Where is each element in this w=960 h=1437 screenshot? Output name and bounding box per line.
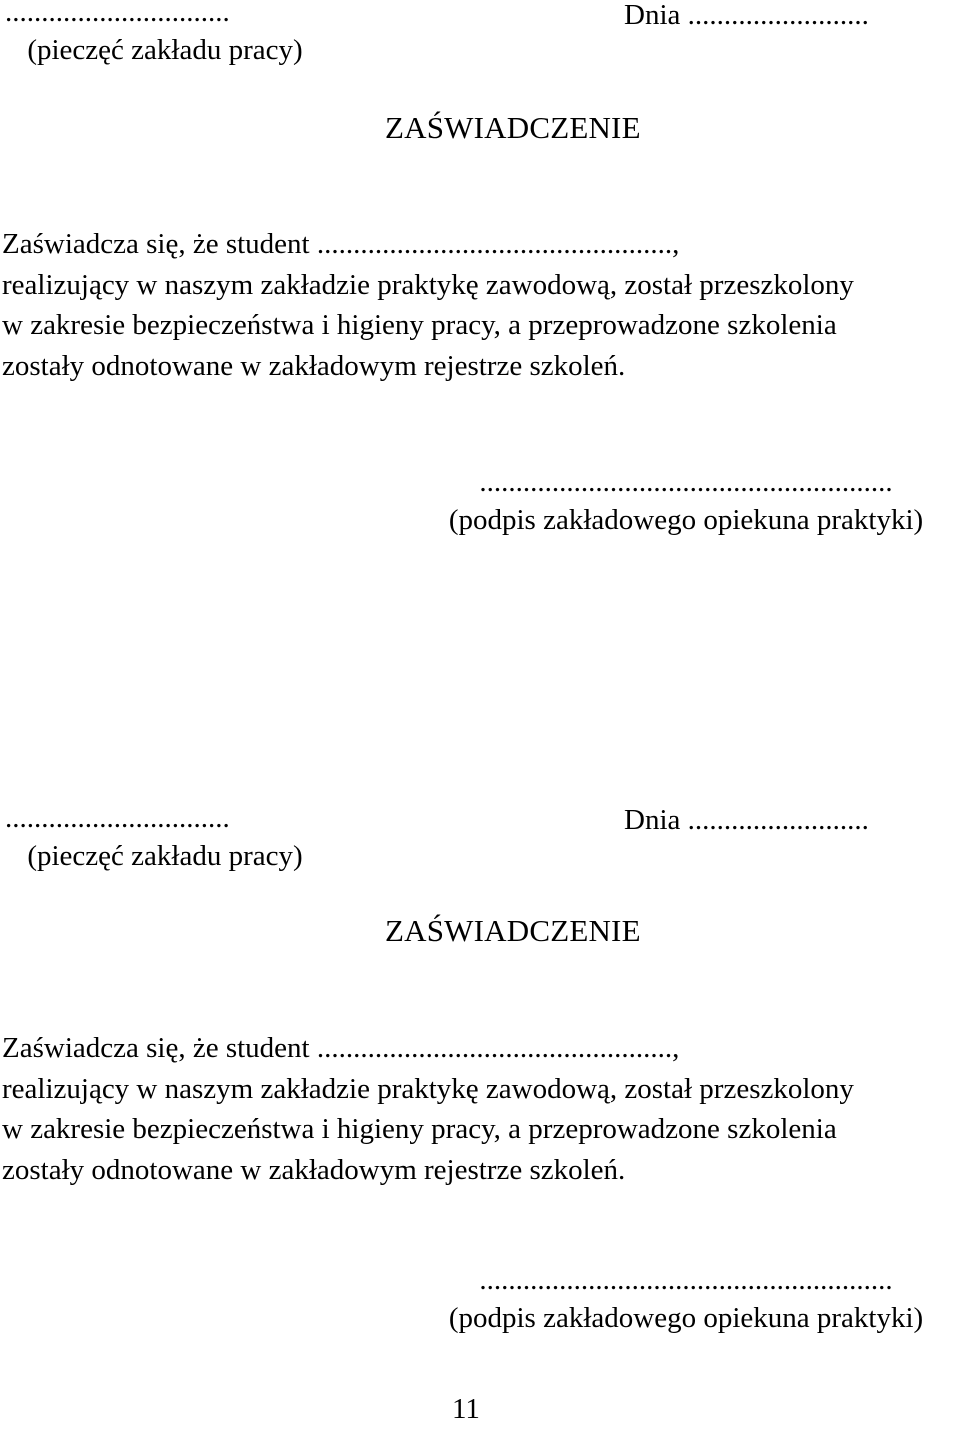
document-title: ZAŚWIADCZENIE — [385, 110, 641, 145]
signature-dots: ......................................................... — [479, 1264, 893, 1296]
body-line: zostały odnotowane w zakładowym rejestrze szkoleń. — [2, 1153, 626, 1186]
signature-block — [436, 464, 936, 538]
date-field: Dnia ......................... — [624, 804, 869, 836]
certificate-body — [2, 1028, 958, 1190]
signature-block — [436, 1262, 936, 1336]
date-field: Dnia ......................... — [624, 0, 869, 31]
body-line: w zakresie bezpieczeństwa i higieny pracy, a przeprowadzone szkolenia — [2, 309, 837, 341]
body-line: zostały odnotowane w zakładowym rejestrze szkoleń. — [2, 349, 626, 382]
stamp-dots: ............................... — [5, 0, 230, 28]
body-line: w zakresie bezpieczeństwa i higieny pracy, a przeprowadzone szkolenia — [2, 1113, 837, 1145]
body-line: Zaświadcza się, że student ................................................., — [2, 1032, 680, 1064]
stamp-label: (pieczęć zakładu pracy) — [27, 840, 303, 872]
page-number: 11 — [452, 1393, 480, 1425]
signature-label: (podpis zakładowego opiekuna praktyki) — [448, 1302, 924, 1334]
certificate-body — [2, 224, 958, 386]
body-line: Zaświadcza się, że student ................................................., — [2, 228, 680, 260]
stamp-block — [0, 0, 330, 68]
stamp-label: (pieczęć zakładu pracy) — [27, 34, 303, 66]
signature-dots: ......................................................... — [479, 466, 893, 498]
document-title: ZAŚWIADCZENIE — [385, 913, 641, 948]
signature-label: (podpis zakładowego opiekuna praktyki) — [448, 504, 924, 536]
body-line: realizujący w naszym zakładzie praktykę zawodową, został przeszkolony — [2, 1072, 854, 1105]
stamp-block — [0, 800, 330, 874]
body-line: realizujący w naszym zakładzie praktykę zawodową, został przeszkolony — [2, 268, 854, 301]
stamp-dots: ............................... — [5, 802, 230, 834]
